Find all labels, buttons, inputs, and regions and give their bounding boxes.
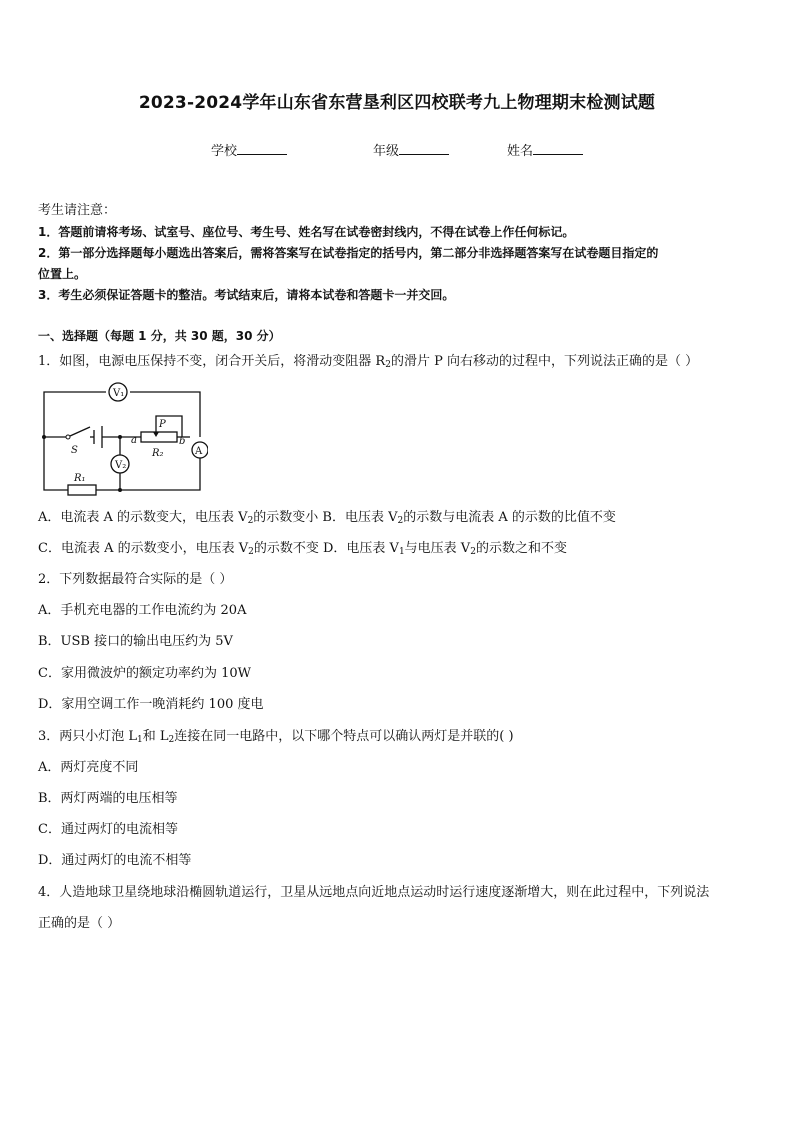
- section-heading: 一、选择题（每题 1 分，共 30 题，30 分）: [38, 329, 281, 343]
- name-label: 姓名: [507, 144, 534, 159]
- q3-option-d: D．通过两灯的电流不相等: [38, 853, 192, 868]
- school-label: 学校: [211, 144, 238, 159]
- q1-stem: [38, 354, 698, 370]
- grade-field[interactable]: [373, 140, 449, 159]
- q1-opt-c-part1: C．电流表 A 的示数变小，电压表 V: [38, 541, 249, 556]
- q2-option-a: A．手机充电器的工作电流约为 20A: [38, 603, 247, 618]
- q4-stem-line2: 正确的是（ ）: [38, 916, 121, 931]
- q3-stem: [38, 729, 514, 745]
- q1-options-cd: [38, 541, 567, 557]
- q3-stem-b: 和 L: [142, 729, 169, 744]
- q2-option-d: D．家用空调工作一晚消耗约 100 度电: [38, 697, 264, 712]
- q1-opt-b-part2: 的示数与电流表 A 的示数的比值不变: [403, 510, 616, 525]
- q1-opt-d-part3: 的示数之和不变: [475, 541, 567, 556]
- ammeter-label: A: [195, 446, 203, 457]
- q3-sub2: 2: [168, 735, 175, 745]
- grade-blank[interactable]: [399, 142, 449, 155]
- p-label: P: [159, 419, 166, 430]
- b-label: b: [179, 436, 186, 447]
- q1-stem-b: 的滑片 P 向右移动的过程中，下列说法正确的是（ ）: [390, 354, 699, 369]
- q1-opt-c-part2: 的示数不变 D．电压表 V: [253, 541, 399, 556]
- q2-stem: 2．下列数据最符合实际的是（ ）: [38, 572, 233, 587]
- v1-label: V₁: [113, 388, 125, 399]
- q3-option-a: A．两灯亮度不同: [38, 760, 139, 775]
- q1-stem-a: 1．如图，电源电压保持不变，闭合开关后，将滑动变阻器 R: [38, 354, 386, 369]
- q1-stem-sub: 2: [385, 360, 391, 370]
- notice-item-1: 1．答题前请将考场、试室号、座位号、考生号、姓名写在试卷密封线内，不得在试卷上作任何标记。: [38, 225, 575, 239]
- name-blank[interactable]: [533, 142, 583, 155]
- q3-option-b: B．两灯两端的电压相等: [38, 791, 178, 806]
- q3-stem-a: 3．两只小灯泡 L: [38, 729, 138, 744]
- q1-opt-a-part1: A．电流表 A 的示数变大，电压表 V: [38, 510, 248, 525]
- q3-sub1: 1: [137, 735, 143, 745]
- v2-label: V₂: [115, 460, 127, 471]
- q1-opt-d-sub2: 2: [470, 547, 476, 557]
- q3-option-c: C．通过两灯的电流相等: [38, 822, 178, 837]
- r1-label: R₁: [74, 473, 86, 484]
- q1-opt-a-part2: 的示数变小 B．电压表 V: [253, 510, 398, 525]
- q2-option-b: B．USB 接口的输出电压约为 5V: [38, 634, 233, 649]
- a-label: a: [131, 435, 137, 446]
- school-field[interactable]: [211, 140, 287, 159]
- name-field[interactable]: [507, 140, 583, 159]
- notice-item-2: 2．第一部分选择题每小题选出答案后，需将答案写在试卷指定的括号内，第二部分非选择题答案写在试卷题目指定的: [38, 246, 659, 260]
- page-title: 2023-2024学年山东省东营垦利区四校联考九上物理期末检测试题: [138, 93, 656, 113]
- q1-opt-b-sub: 2: [397, 516, 404, 526]
- notice-heading: 考生请注意：: [38, 203, 117, 218]
- notice-item-2-cont: 位置上。: [38, 267, 87, 281]
- q2-option-c: C．家用微波炉的额定功率约为 10W: [38, 666, 251, 681]
- grade-label: 年级: [373, 144, 400, 159]
- circuit-diagram: [38, 380, 208, 496]
- q1-opt-d-sub1: 1: [398, 547, 405, 557]
- school-blank[interactable]: [237, 142, 287, 155]
- q1-options-ab: [38, 510, 616, 526]
- q4-stem-line1: 4．人造地球卫星绕地球沿椭圆轨道运行，卫星从远地点向近地点运动时运行速度逐渐增大，则在此过程中，下列说法: [38, 885, 710, 900]
- q1-opt-a-sub: 2: [247, 516, 254, 526]
- r2-label: R₂: [152, 448, 164, 459]
- q3-stem-c: 连接在同一电路中，以下哪个特点可以确认两灯是并联的( ): [174, 729, 514, 744]
- notice-item-3: 3．考生必须保证答题卡的整洁。考试结束后，请将本试卷和答题卡一并交回。: [38, 288, 455, 302]
- switch-label: S: [71, 445, 78, 456]
- q1-opt-d-part2: 与电压表 V: [404, 541, 471, 556]
- q1-opt-c-sub: 2: [248, 547, 254, 557]
